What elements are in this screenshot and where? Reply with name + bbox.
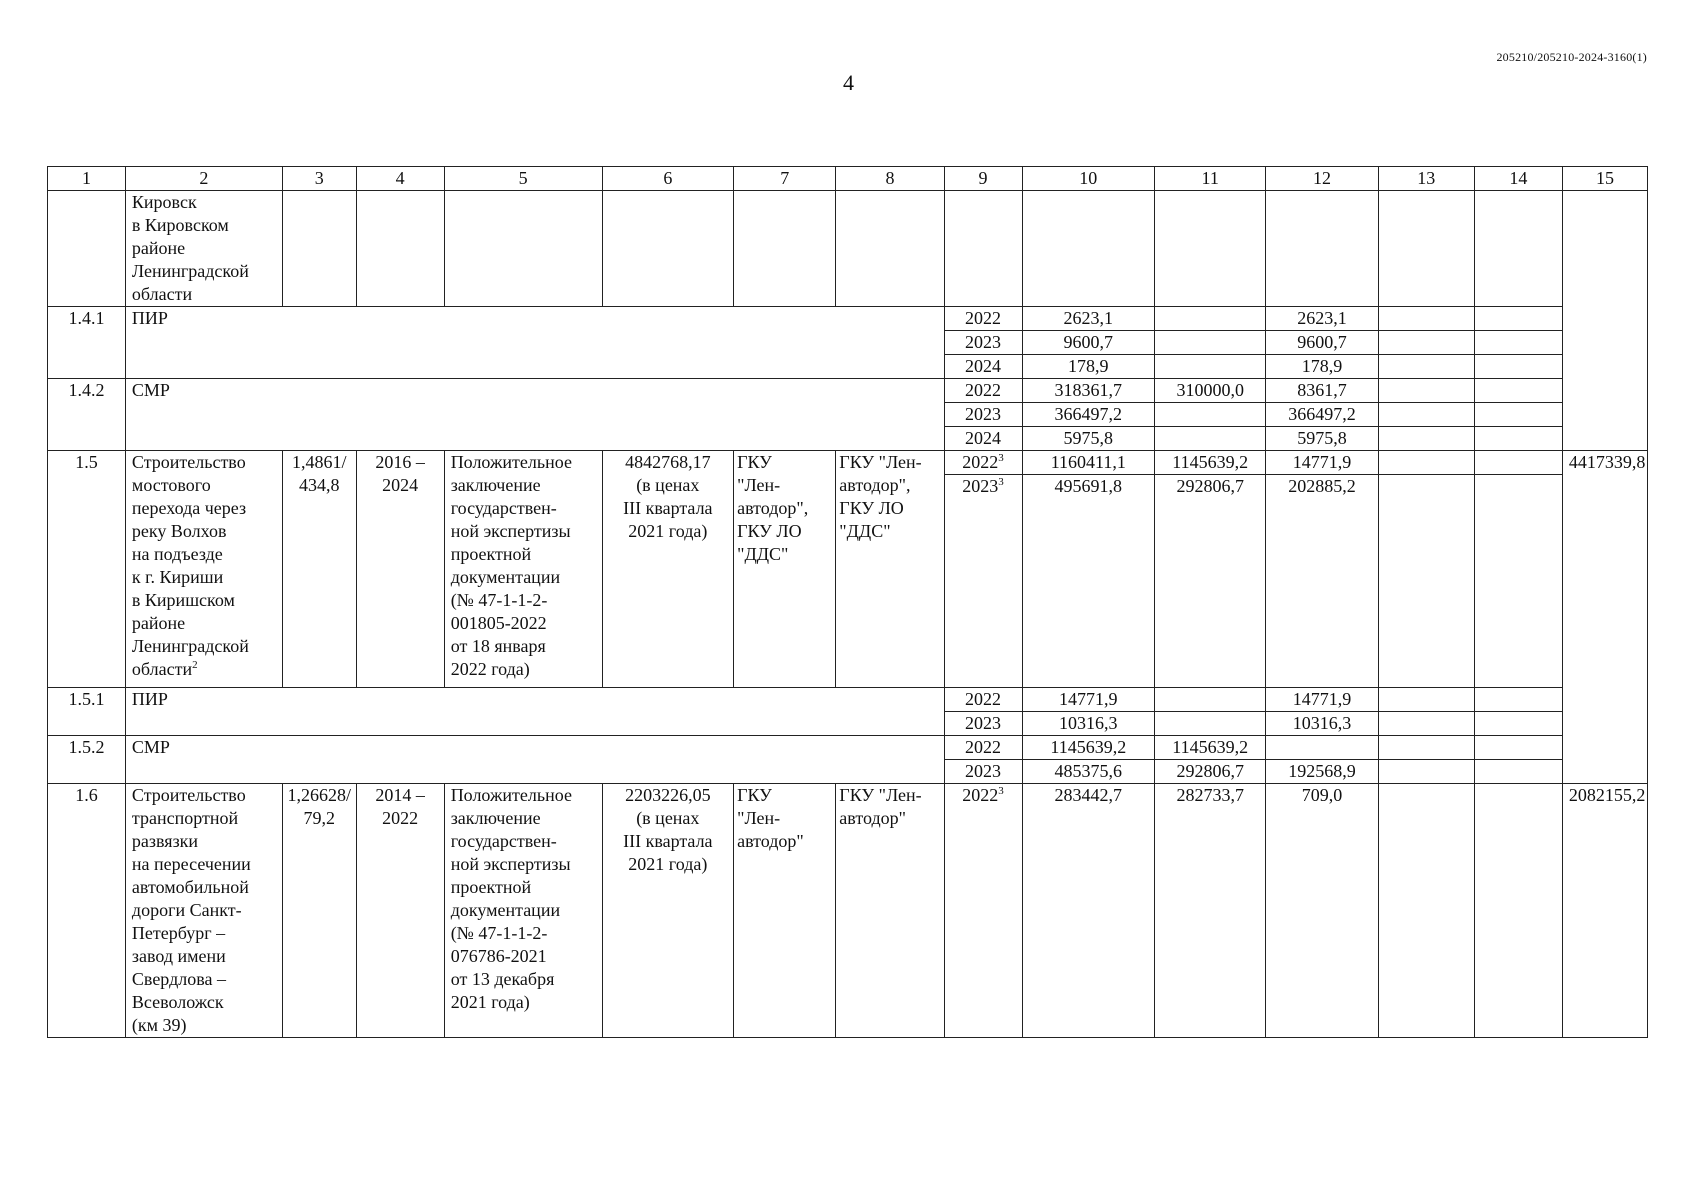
empty-cell <box>1474 712 1562 736</box>
capacity <box>282 451 356 688</box>
amount-federal <box>1155 403 1266 427</box>
developer-line: автодор" <box>839 808 906 828</box>
expertise-line: проектной <box>450 544 532 564</box>
customer-line: автодор" <box>737 831 804 851</box>
amount-regional: 192568,9 <box>1266 760 1378 784</box>
object-name-line: автомобильной <box>131 877 249 897</box>
stage-name: ПИР <box>125 307 944 379</box>
table-row <box>48 451 1648 475</box>
amount-total: 9600,7 <box>1022 331 1155 355</box>
amount-federal <box>1155 331 1266 355</box>
empty-cell <box>1378 760 1474 784</box>
empty-cell <box>1474 191 1562 307</box>
amount-total: 1145639,2 <box>1022 736 1155 760</box>
amount-total: 318361,7 <box>1022 379 1155 403</box>
amount-regional: 2623,1 <box>1266 307 1378 331</box>
expertise-line: 2021 года) <box>450 992 530 1012</box>
expertise-conclusion <box>444 451 602 688</box>
row-number: 1.4.2 <box>48 379 126 451</box>
period-line: 2014 – <box>375 785 425 805</box>
amount-regional: 5975,8 <box>1266 427 1378 451</box>
empty-cell <box>1022 191 1155 307</box>
year-cell <box>944 688 1022 712</box>
developer-line: ГКУ "Лен- <box>839 785 922 805</box>
object-name-line: Всеволожск <box>131 992 224 1012</box>
column-number: 14 <box>1474 167 1562 191</box>
amount-regional: 8361,7 <box>1266 379 1378 403</box>
year-value: 2022 <box>965 380 1002 400</box>
empty-cell <box>1378 712 1474 736</box>
empty-cell <box>1474 475 1562 688</box>
capacity-line: 434,8 <box>298 475 340 495</box>
stage-name: СМР <box>125 736 944 784</box>
amount-total: 5975,8 <box>1022 427 1155 451</box>
amount-regional: 709,0 <box>1266 784 1378 1038</box>
empty-cell <box>1474 307 1562 331</box>
object-name <box>125 784 282 1038</box>
empty-cell <box>1378 331 1474 355</box>
expertise-line: 076786-2021 <box>450 946 547 966</box>
amount-federal: 292806,7 <box>1155 760 1266 784</box>
empty-cell <box>1266 191 1378 307</box>
year-cell <box>944 784 1022 1038</box>
row-number: 1.4.1 <box>48 307 126 379</box>
customer <box>734 451 836 688</box>
total-cost <box>1562 191 1647 451</box>
year-cell <box>944 736 1022 760</box>
estimated-cost-line: 2021 года) <box>628 854 708 874</box>
column-number: 6 <box>602 167 734 191</box>
year-value: 2022 <box>965 737 1002 757</box>
estimated-cost <box>602 784 734 1038</box>
column-number: 5 <box>444 167 602 191</box>
object-name-line: в Кировском <box>131 215 229 235</box>
amount-total: 14771,9 <box>1022 688 1155 712</box>
estimated-cost-line: 4842768,17 <box>625 452 711 472</box>
expertise-line: 001805-2022 <box>450 613 547 633</box>
column-number: 13 <box>1378 167 1474 191</box>
amount-regional: 14771,9 <box>1266 688 1378 712</box>
capacity <box>282 784 356 1038</box>
empty-cell <box>1474 355 1562 379</box>
amount-federal: 292806,7 <box>1155 475 1266 688</box>
amount-regional: 366497,2 <box>1266 403 1378 427</box>
object-name-line: завод имени <box>131 946 226 966</box>
column-number: 9 <box>944 167 1022 191</box>
object-name-line: Кировск <box>131 192 197 212</box>
year-cell <box>944 307 1022 331</box>
amount-total: 2623,1 <box>1022 307 1155 331</box>
object-name-line: Ленинградской <box>131 636 249 656</box>
expertise-line: государствен- <box>450 831 557 851</box>
year-cell <box>944 760 1022 784</box>
object-name-line: Свердлова – <box>131 969 226 989</box>
customer-line: ГКУ <box>737 785 772 805</box>
capacity-line: 1,26628/ <box>287 785 351 805</box>
empty-cell <box>1474 379 1562 403</box>
developer-line: автодор", <box>839 475 911 495</box>
amount-total: 495691,8 <box>1022 475 1155 688</box>
empty-cell <box>1474 427 1562 451</box>
column-number-row <box>48 167 1648 191</box>
amount-federal: 310000,0 <box>1155 379 1266 403</box>
empty-cell <box>1378 427 1474 451</box>
year-value: 2024 <box>965 428 1002 448</box>
footnote-mark: 3 <box>998 452 1004 464</box>
amount-federal: 1145639,2 <box>1155 451 1266 475</box>
empty-cell <box>1474 451 1562 475</box>
year-cell <box>944 712 1022 736</box>
construction-period <box>356 451 444 688</box>
column-number: 11 <box>1155 167 1266 191</box>
customer-line: ГКУ <box>737 452 772 472</box>
empty-cell <box>1474 736 1562 760</box>
object-name-line: Строительство <box>131 452 246 472</box>
expertise-line: ной экспертизы <box>450 521 571 541</box>
column-number: 1 <box>48 167 126 191</box>
developer-line: ГКУ "Лен- <box>839 452 922 472</box>
empty-cell <box>282 191 356 307</box>
column-number: 15 <box>1562 167 1647 191</box>
year-value: 2023 <box>965 713 1002 733</box>
empty-cell <box>1474 688 1562 712</box>
empty-cell <box>356 191 444 307</box>
empty-cell <box>602 191 734 307</box>
total-cost: 4417339,8 <box>1562 451 1647 784</box>
object-name-line: Петербург – <box>131 923 226 943</box>
empty-cell <box>1474 784 1562 1038</box>
empty-cell <box>1378 355 1474 379</box>
footnote-mark: 2 <box>192 659 198 671</box>
object-name-line: области <box>131 659 193 679</box>
amount-federal <box>1155 712 1266 736</box>
object-name-line: в Киришском <box>131 590 235 610</box>
estimated-cost <box>602 451 734 688</box>
empty-cell <box>1155 191 1266 307</box>
expertise-line: заключение <box>450 475 541 495</box>
object-name-line: (км 39) <box>131 1015 187 1035</box>
year-value: 2023 <box>965 332 1002 352</box>
customer-line: ГКУ ЛО <box>737 521 802 541</box>
object-name-line: перехода через <box>131 498 247 518</box>
empty-cell <box>444 191 602 307</box>
year-cell <box>944 451 1022 475</box>
year-value: 2023 <box>962 476 999 496</box>
empty-cell <box>1378 379 1474 403</box>
amount-federal: 282733,7 <box>1155 784 1266 1038</box>
year-cell <box>944 427 1022 451</box>
object-name-line: районе <box>131 238 186 258</box>
object-name-line: дороги Санкт- <box>131 900 242 920</box>
column-number: 4 <box>356 167 444 191</box>
row-number: 1.5 <box>48 451 126 688</box>
table-row <box>48 379 1648 403</box>
amount-regional: 14771,9 <box>1266 451 1378 475</box>
capacity-line: 79,2 <box>303 808 335 828</box>
row-number: 1.6 <box>48 784 126 1038</box>
empty-cell <box>1378 475 1474 688</box>
empty-cell <box>1474 331 1562 355</box>
year-value: 2024 <box>965 356 1002 376</box>
row-number: 1.5.2 <box>48 736 126 784</box>
estimated-cost-line: III квартала <box>623 831 713 851</box>
expertise-line: (№ 47-1-1-2- <box>450 590 548 610</box>
empty-cell <box>1378 307 1474 331</box>
amount-total: 1160411,1 <box>1022 451 1155 475</box>
expertise-conclusion <box>444 784 602 1038</box>
amount-federal <box>1155 688 1266 712</box>
expertise-line: документации <box>450 900 561 920</box>
column-number: 7 <box>734 167 836 191</box>
expertise-line: документации <box>450 567 561 587</box>
empty-cell <box>836 191 944 307</box>
column-number: 2 <box>125 167 282 191</box>
empty-cell <box>1378 688 1474 712</box>
expertise-line: Положительное <box>450 785 572 805</box>
empty-cell <box>1378 736 1474 760</box>
expertise-line: проектной <box>450 877 532 897</box>
amount-total: 485375,6 <box>1022 760 1155 784</box>
amount-federal <box>1155 355 1266 379</box>
object-name-line: Строительство <box>131 785 246 805</box>
object-name-line: на пересечении <box>131 854 251 874</box>
total-cost: 2082155,2 <box>1562 784 1647 1038</box>
column-number: 8 <box>836 167 944 191</box>
footnote-mark: 3 <box>998 476 1004 488</box>
empty-cell <box>1378 451 1474 475</box>
empty-cell <box>734 191 836 307</box>
amount-federal: 1145639,2 <box>1155 736 1266 760</box>
footnote-mark: 3 <box>998 785 1004 797</box>
year-value: 2023 <box>965 404 1002 424</box>
expertise-line: Положительное <box>450 452 572 472</box>
object-name-line: транспортной <box>131 808 239 828</box>
estimated-cost-line: 2203226,05 <box>625 785 711 805</box>
empty-cell <box>1378 403 1474 427</box>
amount-total: 366497,2 <box>1022 403 1155 427</box>
year-value: 2022 <box>965 308 1002 328</box>
year-value: 2023 <box>965 761 1002 781</box>
amount-total: 283442,7 <box>1022 784 1155 1038</box>
developer-line: "ДДС" <box>839 521 891 541</box>
amount-regional: 10316,3 <box>1266 712 1378 736</box>
expertise-line: ной экспертизы <box>450 854 571 874</box>
customer-line: автодор", <box>737 498 809 518</box>
object-name-line: на подъезде <box>131 544 223 564</box>
stage-name: СМР <box>125 379 944 451</box>
table-row <box>48 736 1648 760</box>
estimated-cost-line: 2021 года) <box>628 521 708 541</box>
amount-regional: 9600,7 <box>1266 331 1378 355</box>
developer <box>836 784 944 1038</box>
year-cell <box>944 403 1022 427</box>
period-line: 2016 – <box>375 452 425 472</box>
object-name-line: к г. Кириши <box>131 567 224 587</box>
object-name-line: мостового <box>131 475 211 495</box>
object-name-line: развязки <box>131 831 199 851</box>
column-number: 12 <box>1266 167 1378 191</box>
period-line: 2024 <box>382 475 419 495</box>
object-name-line: районе <box>131 613 186 633</box>
year-cell <box>944 355 1022 379</box>
table-row <box>48 688 1648 712</box>
expertise-line: заключение <box>450 808 541 828</box>
column-number: 3 <box>282 167 356 191</box>
period-line: 2022 <box>382 808 419 828</box>
amount-total: 10316,3 <box>1022 712 1155 736</box>
year-value: 2022 <box>962 785 999 805</box>
object-name-line: реку Волхов <box>131 521 227 541</box>
object-name-line: области <box>131 284 193 304</box>
object-name <box>125 191 282 307</box>
amount-total: 178,9 <box>1022 355 1155 379</box>
object-name-line: Ленинградской <box>131 261 249 281</box>
expertise-line: 2022 года) <box>450 659 530 679</box>
developer-line: ГКУ ЛО <box>839 498 904 518</box>
row-number <box>48 191 126 307</box>
empty-cell <box>1474 403 1562 427</box>
amount-regional: 178,9 <box>1266 355 1378 379</box>
empty-cell <box>944 191 1022 307</box>
empty-cell <box>1474 760 1562 784</box>
expertise-line: от 13 декабря <box>450 969 555 989</box>
customer-line: "ДДС" <box>737 544 789 564</box>
table-row <box>48 784 1648 1038</box>
object-name <box>125 451 282 688</box>
amount-federal <box>1155 307 1266 331</box>
amount-federal <box>1155 427 1266 451</box>
construction-period <box>356 784 444 1038</box>
empty-cell <box>1378 784 1474 1038</box>
estimated-cost-line: III квартала <box>623 498 713 518</box>
expertise-line: государствен- <box>450 498 557 518</box>
table-row <box>48 191 1648 307</box>
empty-cell <box>1378 191 1474 307</box>
year-cell <box>944 331 1022 355</box>
year-cell <box>944 379 1022 403</box>
year-cell <box>944 475 1022 688</box>
estimated-cost-line: (в ценах <box>636 475 700 495</box>
stage-name: ПИР <box>125 688 944 736</box>
developer <box>836 451 944 688</box>
year-value: 2022 <box>965 689 1002 709</box>
customer-line: "Лен- <box>737 808 781 828</box>
column-number: 10 <box>1022 167 1155 191</box>
amount-regional <box>1266 736 1378 760</box>
capacity-line: 1,4861/ <box>291 452 347 472</box>
document-id: 205210/205210-2024-3160(1) <box>1496 50 1647 64</box>
table-row <box>48 307 1648 331</box>
expertise-line: от 18 января <box>450 636 546 656</box>
investment-objects-table <box>47 166 1648 1038</box>
customer <box>734 784 836 1038</box>
page-number: 4 <box>843 70 854 95</box>
amount-regional: 202885,2 <box>1266 475 1378 688</box>
customer-line: "Лен- <box>737 475 781 495</box>
expertise-line: (№ 47-1-1-2- <box>450 923 548 943</box>
row-number: 1.5.1 <box>48 688 126 736</box>
estimated-cost-line: (в ценах <box>636 808 700 828</box>
year-value: 2022 <box>962 452 999 472</box>
